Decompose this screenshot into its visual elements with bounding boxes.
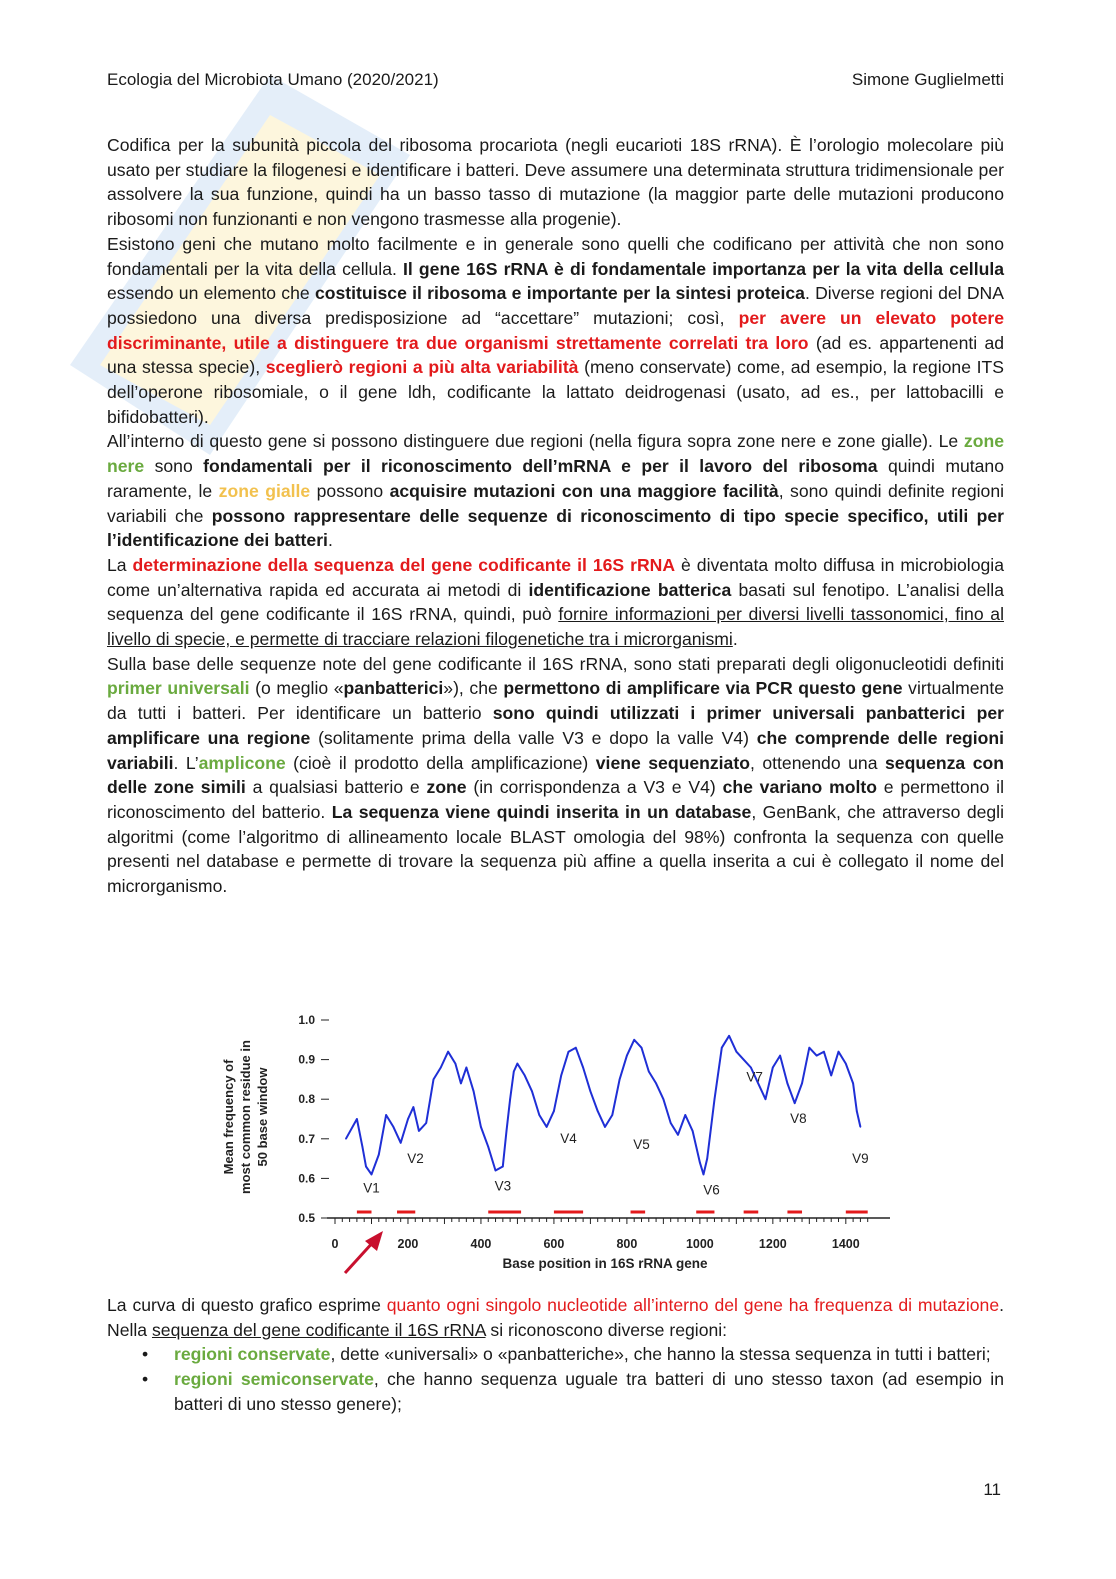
region-label: V4 bbox=[560, 1130, 577, 1146]
data-point bbox=[480, 1126, 482, 1128]
region-label: V5 bbox=[633, 1136, 650, 1152]
data-point bbox=[440, 1067, 442, 1069]
region-label: V7 bbox=[746, 1069, 763, 1085]
data-point bbox=[393, 1126, 395, 1128]
data-point bbox=[670, 1122, 672, 1124]
paragraph-4: La determinazione della sequenza del gene codificante il 16S rRNA è diventata molto diffusa in microbiologia come un’alternativa rapida ed accurata ai metodi di identificazione batterica basati sul fenotipo. L’analisi della sequenza del gene codificante il 16S rRNA, quindi, può fornire informazioni per diversi livelli tassonomici, fino al livello di specie, e permette di tracciare relazioni filogenetiche tra i microrganismi. bbox=[107, 554, 1004, 650]
region-label: V3 bbox=[494, 1178, 512, 1194]
data-point bbox=[568, 1051, 570, 1053]
data-point bbox=[487, 1146, 489, 1148]
data-point bbox=[455, 1063, 457, 1065]
data-point bbox=[648, 1071, 650, 1073]
data-point bbox=[418, 1130, 420, 1132]
data-point bbox=[641, 1047, 643, 1049]
data-point bbox=[597, 1110, 599, 1112]
data-point bbox=[385, 1114, 387, 1116]
body-text bbox=[107, 133, 1004, 899]
data-point bbox=[787, 1083, 789, 1085]
data-point bbox=[856, 1110, 858, 1112]
y-tick-label: 0.9 bbox=[298, 1052, 315, 1067]
region-list bbox=[107, 1342, 1004, 1416]
x-tick-label: 1200 bbox=[758, 1237, 787, 1251]
data-point bbox=[425, 1122, 427, 1124]
data-point bbox=[663, 1098, 665, 1100]
data-point bbox=[539, 1114, 541, 1116]
data-point bbox=[604, 1126, 606, 1128]
data-point bbox=[553, 1110, 555, 1112]
data-point bbox=[524, 1075, 526, 1077]
data-point bbox=[447, 1051, 449, 1053]
data-point bbox=[575, 1047, 577, 1049]
data-point bbox=[345, 1138, 347, 1140]
data-point bbox=[706, 1158, 708, 1160]
x-tick-label: 0 bbox=[331, 1237, 339, 1251]
list-item: • regioni conservate, dette «universali» o «panbatteriche», che hanno la stessa sequenza in tutti i batteri; bbox=[174, 1342, 1004, 1367]
x-tick-label: 1000 bbox=[685, 1237, 714, 1251]
y-axis-label-line: most common residue in bbox=[238, 1040, 253, 1194]
data-point bbox=[356, 1118, 358, 1120]
data-point bbox=[611, 1114, 613, 1116]
data-point bbox=[684, 1114, 686, 1116]
paragraph-5: Sulla base delle sequenze note del gene codificante il 16S rRNA, sono stati preparati degli oligonucleotidi definiti primer universali (o meglio «panbatterici»), che permettono di amplificare via PCR questo gene virtualmente da tutti i batteri. Per identificare un batterio sono quindi utilizzati i primer universali panbatterici per amplificare una regione (solitamente prima della valle V3 e dopo la valle V4) che comprende delle regioni variabili. L’amplicone (cioè il prodotto della amplificazione) viene sequenziato, ottenendo una sequenza con delle zone simili a qualsiasi batterio e zone (in corrispondenza a V3 e V4) che variano molto e permettono il riconoscimento del batterio. La sequenza viene quindi inserita in un database, GenBank, che attraverso degli algoritmi (come l’algoritmo di allineamento locale BLAST omologia del 98%) confronta la sequenza con quelle presenti nel database e permette di trovare la sequenza più affine a quella inserita a cui è collegato il nome del microrganismo. bbox=[107, 653, 1005, 897]
data-point bbox=[852, 1083, 854, 1085]
x-tick-label: 1400 bbox=[831, 1237, 860, 1251]
y-tick-label: 0.5 bbox=[298, 1211, 315, 1225]
x-axis-label: Base position in 16S rRNA gene bbox=[502, 1256, 708, 1271]
data-point bbox=[473, 1090, 475, 1092]
region-label: V6 bbox=[703, 1182, 720, 1198]
region-label: V1 bbox=[363, 1180, 380, 1196]
course-title: Ecologia del Microbiota Umano (2020/2021) bbox=[107, 70, 439, 89]
paragraph-1: Codifica per la subunità piccola del ribosoma procariota (negli eucarioti 18S rRNA). È l’orologio molecolare più usato per studiare la filogenesi e identificare i batteri. Deve assumere una determinata struttura tridimensionale per assolvere la sua funzione, quindi ha un basso tasso di mutazione (la maggior parte delle mutazioni producono ribosomi non funzionanti e non vengono trasmesse alla progenie). bbox=[107, 135, 1004, 230]
y-tick-label: 0.6 bbox=[298, 1171, 315, 1186]
data-point bbox=[772, 1067, 774, 1069]
data-point bbox=[721, 1047, 723, 1049]
data-point bbox=[677, 1134, 679, 1136]
data-point bbox=[590, 1090, 592, 1092]
data-point bbox=[794, 1102, 796, 1104]
data-point bbox=[860, 1126, 862, 1128]
data-point bbox=[838, 1051, 840, 1053]
data-point bbox=[466, 1067, 468, 1069]
data-point bbox=[400, 1142, 402, 1144]
region-label: V2 bbox=[407, 1150, 424, 1166]
author-name: Simone Guglielmetti bbox=[851, 70, 1004, 89]
data-point bbox=[830, 1075, 832, 1077]
chart-caption: La curva di questo grafico esprime quanto ogni singolo nucleotide all’interno del gene ha frequenza di mutazione. Nella sequenza del gene codificante il 16S rRNA si riconoscono diverse regioni: bbox=[107, 1295, 1004, 1340]
variability-chart bbox=[205, 1005, 910, 1285]
data-point bbox=[816, 1055, 818, 1057]
chart-explanation bbox=[107, 1293, 1004, 1417]
data-point bbox=[633, 1039, 635, 1041]
x-tick-label: 400 bbox=[470, 1237, 492, 1251]
data-point bbox=[433, 1079, 435, 1081]
data-point bbox=[502, 1166, 504, 1168]
data-point bbox=[378, 1154, 380, 1156]
data-point bbox=[546, 1126, 548, 1128]
page-number: 11 bbox=[983, 1480, 1001, 1499]
data-point bbox=[619, 1079, 621, 1081]
data-point bbox=[801, 1083, 803, 1085]
region-label: V9 bbox=[852, 1150, 869, 1166]
data-point bbox=[560, 1075, 562, 1077]
y-axis-label-line: 50 base window bbox=[255, 1067, 270, 1167]
data-point bbox=[506, 1130, 508, 1132]
data-point bbox=[495, 1170, 497, 1172]
data-point bbox=[765, 1098, 767, 1100]
data-point bbox=[845, 1063, 847, 1065]
data-point bbox=[703, 1174, 705, 1176]
x-tick-label: 600 bbox=[543, 1237, 565, 1251]
data-point bbox=[699, 1162, 701, 1164]
data-point bbox=[531, 1090, 533, 1092]
x-tick-label: 800 bbox=[616, 1237, 638, 1251]
y-tick-label: 0.7 bbox=[298, 1131, 315, 1146]
data-point bbox=[413, 1106, 415, 1108]
data-point bbox=[626, 1055, 628, 1057]
y-axis-label-line: Mean frequency of bbox=[221, 1059, 236, 1175]
x-tick-label: 200 bbox=[397, 1237, 419, 1251]
data-point bbox=[362, 1146, 364, 1148]
data-point bbox=[365, 1166, 367, 1168]
data-point bbox=[460, 1083, 462, 1085]
data-point bbox=[509, 1098, 511, 1100]
data-point bbox=[750, 1067, 752, 1069]
y-tick-label: 1.0 bbox=[298, 1013, 315, 1027]
data-point bbox=[714, 1098, 716, 1100]
data-point bbox=[743, 1059, 745, 1061]
data-point bbox=[655, 1083, 657, 1085]
data-point bbox=[736, 1051, 738, 1053]
list-item: • regioni semiconservate, che hanno sequenza uguale tra batteri di uno stesso taxon (ad esempio in batteri di uno stesso genere); bbox=[174, 1367, 1004, 1416]
data-point bbox=[582, 1067, 584, 1069]
data-point bbox=[823, 1051, 825, 1053]
data-point bbox=[728, 1035, 730, 1037]
data-point bbox=[809, 1047, 811, 1049]
data-point bbox=[779, 1055, 781, 1057]
y-tick-label: 0.8 bbox=[298, 1092, 315, 1107]
region-label: V8 bbox=[790, 1111, 807, 1127]
paragraph-3: All’interno di questo gene si possono distinguere due regioni (nella figura sopra zone nere e zone gialle). Le zone nere sono fondamentali per il riconoscimento dell’mRNA e per il lavoro del ribosoma quindi mutano raramente, le zone gialle possono acquisire mutazioni con una maggiore facilità, sono quindi definite regioni variabili che possono rappresentare delle sequenze di riconoscimento di tipo specie specifico, utili per l’identificazione dei batteri. bbox=[107, 431, 1005, 551]
data-point bbox=[517, 1063, 519, 1065]
data-point bbox=[407, 1118, 409, 1120]
data-point bbox=[513, 1071, 515, 1073]
data-point bbox=[371, 1174, 373, 1176]
data-point bbox=[692, 1130, 694, 1132]
paragraph-2: Esistono geni che mutano molto facilmente e in generale sono quelli che codificano per attività che non sono fondamentali per la vita della cellula. Il gene 16S rRNA è di fondamentale importanza per la vita della cellula essendo un elemento che costituisce il ribosoma e importante per la sintesi proteica. Diverse regioni del DNA possiedono una diversa predisposizione ad “accettare” mutazioni; così, per avere un elevato potere discriminante, utile a distinguere tra due organismi strettamente correlati tra loro (ad es. appartenenti ad una stessa specie), sceglierò regioni a più alta variabilità (meno conservate) come, ad esempio, la regione ITS dell’operone ribosomiale, o il gene ldh, codificante la lattato deidrogenasi (usato, ad es., per lattobacilli e bifidobatteri). bbox=[107, 233, 1005, 427]
